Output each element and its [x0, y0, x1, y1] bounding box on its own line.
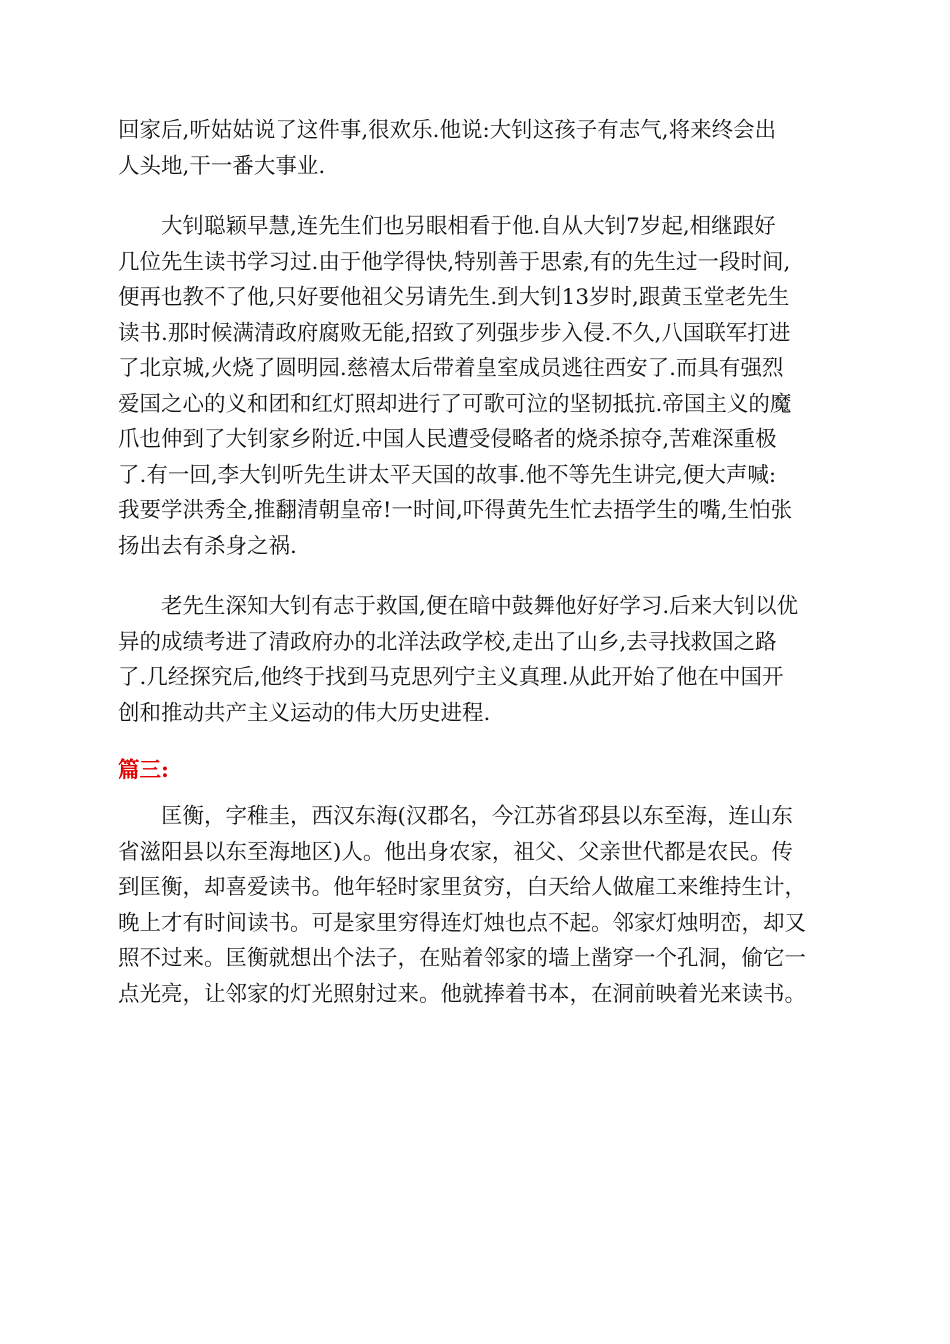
text-line: 人头地,干一番大事业. — [118, 153, 326, 179]
text-line: 异的成绩考进了清政府办的北洋法政学校,走出了山乡,去寻找救国之路 — [118, 629, 777, 655]
text-line: 了北京城,火烧了圆明园.慈禧太后带着皇室成员逃往西安了.而具有强烈 — [118, 356, 784, 381]
text-line: 了.几经探究后,他终于找到马克思列宁主义真理.从此开始了他在中国开 — [118, 665, 784, 690]
text-line: 扬出去有杀身之祸. — [118, 533, 297, 559]
text-line: 回家后,听姑姑说了这件事,很欢乐.他说:大钊这孩子有志气,将来终会出 — [118, 118, 777, 143]
paragraph-1 — [118, 113, 838, 184]
section-heading: 篇三: — [118, 758, 169, 783]
text-line: 几位先生读书学习过.由于他学得快,特别善于思索,有的先生过一段时间, — [118, 249, 791, 275]
text-line: 晚上才有时间读书。可是家里穷得连灯烛也点不起。邻家灯烛明峦，却又 — [118, 910, 807, 936]
text-line: 读书.那时候满清政府腐败无能,招致了列强步步入侵.不久,八国联军打进 — [118, 320, 791, 346]
text-line: 照不过来。匡衡就想出个法子，在贴着邻家的墙上凿穿一个孔洞，偷它一 — [118, 946, 807, 971]
text-line: 老先生深知大钊有志于救国,便在暗中鼓舞他好好学习.后来大钊以优 — [161, 594, 799, 619]
paragraph-3 — [118, 589, 838, 731]
text-line: 到匡衡，却喜爱读书。他年轻时家里贫穷，白天给人做雇工来维持生计， — [118, 875, 807, 900]
text-line: 匡衡，字稚圭，西汉东海(汉郡名，今江苏省邳县以东至海，连山东 — [161, 804, 793, 829]
text-line: 我要学洪秀全,推翻清朝皇帝!一时间,吓得黄先生忙去捂学生的嘴,生怕张 — [118, 498, 793, 523]
text-line: 省滋阳县以东至海地区)人。他出身农家，祖父、父亲世代都是农民。传 — [118, 839, 793, 865]
text-line: 便再也教不了他,只好要他祖父另请先生.到大钊13岁时,跟黄玉堂老先生 — [118, 285, 790, 310]
text-line: 了.有一回,李大钊听先生讲太平天国的故事.他不等先生讲完,便大声喊: — [118, 462, 777, 488]
text-line: 创和推动共产主义运动的伟大历史进程. — [118, 700, 491, 726]
section-paragraph — [118, 799, 838, 1012]
text-line: 大钊聪颖早慧,连先生们也另眼相看于他.自从大钊7岁起,相继跟好 — [161, 214, 776, 239]
text-line: 爱国之心的义和团和红灯照却进行了可歌可泣的坚韧抵抗.帝国主义的魔 — [118, 391, 792, 417]
text-line: 爪也伸到了大钊家乡附近.中国人民遭受侵略者的烧杀掠夺,苦难深重极 — [118, 427, 777, 452]
paragraph-2 — [118, 209, 838, 564]
document-page — [118, 113, 838, 1012]
text-line: 点光亮，让邻家的灯光照射过来。他就捧着书本，在洞前映着光来读书。 — [118, 981, 807, 1007]
